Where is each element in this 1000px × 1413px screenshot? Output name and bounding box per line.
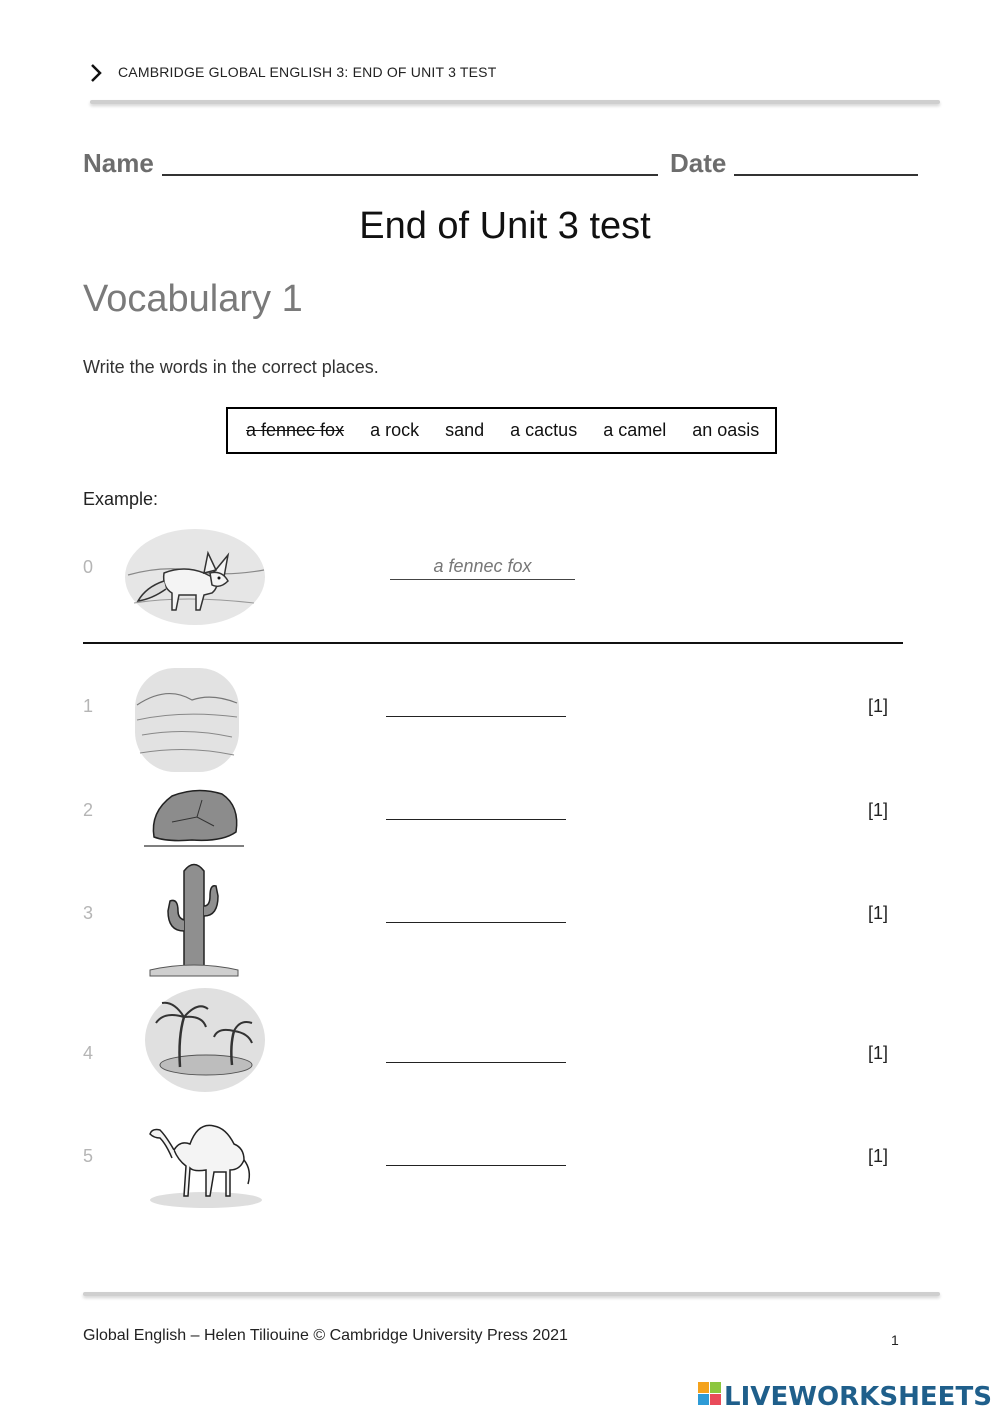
section-heading: Vocabulary 1 [83,278,303,320]
date-field[interactable] [670,148,918,179]
date-label: Date [670,148,727,178]
word-item: a camel [603,420,667,440]
word-item: sand [445,420,485,440]
word-box [226,407,777,454]
name-field[interactable] [83,148,658,179]
name-line[interactable] [162,150,658,176]
example-number: 0 [83,557,94,577]
page-number: 1 [891,1332,899,1348]
word-item: an oasis [692,420,760,440]
test-title: End of Unit 3 test [359,205,651,247]
question-mark: [1] [868,1043,889,1063]
header-divider [90,100,940,104]
question-mark: [1] [868,1146,889,1166]
question-mark: [1] [868,903,889,923]
question-number: 5 [83,1146,94,1166]
svg-text:LIVEWORKSHEETS: LIVEWORKSHEETS [724,1382,992,1410]
answer-line[interactable] [386,716,566,717]
instruction-text: Write the words in the correct places. [83,357,379,377]
sand-dunes-picture [132,665,242,775]
example-divider [83,642,903,644]
question-mark: [1] [868,696,889,716]
oasis-picture [144,987,266,1093]
answer-line[interactable] [386,819,566,820]
word-item: a rock [370,420,420,440]
answer-line[interactable] [386,922,566,923]
name-label: Name [83,148,154,178]
camel-picture [144,1108,266,1212]
date-line[interactable] [734,150,918,176]
cactus-picture [148,856,240,978]
word-item: a cactus [510,420,578,440]
header-title: CAMBRIDGE GLOBAL ENGLISH 3: END OF UNIT 3 TEST [118,64,497,80]
fennec-fox-picture [124,515,266,627]
example-label: Example: [83,489,159,509]
chevron-right-icon [88,62,104,84]
question-number: 1 [83,696,94,716]
footer-divider [83,1292,940,1296]
example-answer: a fennec fox [390,556,575,580]
footer-copyright: Global English – Helen Tiliouine © Cambridge University Press 2021 [83,1327,568,1344]
answer-line[interactable] [386,1165,566,1166]
question-mark: [1] [868,800,889,820]
question-number: 2 [83,800,94,820]
question-number: 4 [83,1043,94,1063]
liveworksheets-logo[interactable] [698,1378,993,1410]
answer-line[interactable] [386,1062,566,1063]
word-item: a fennec fox [246,420,345,440]
question-number: 3 [83,903,94,923]
rock-picture [142,782,246,852]
